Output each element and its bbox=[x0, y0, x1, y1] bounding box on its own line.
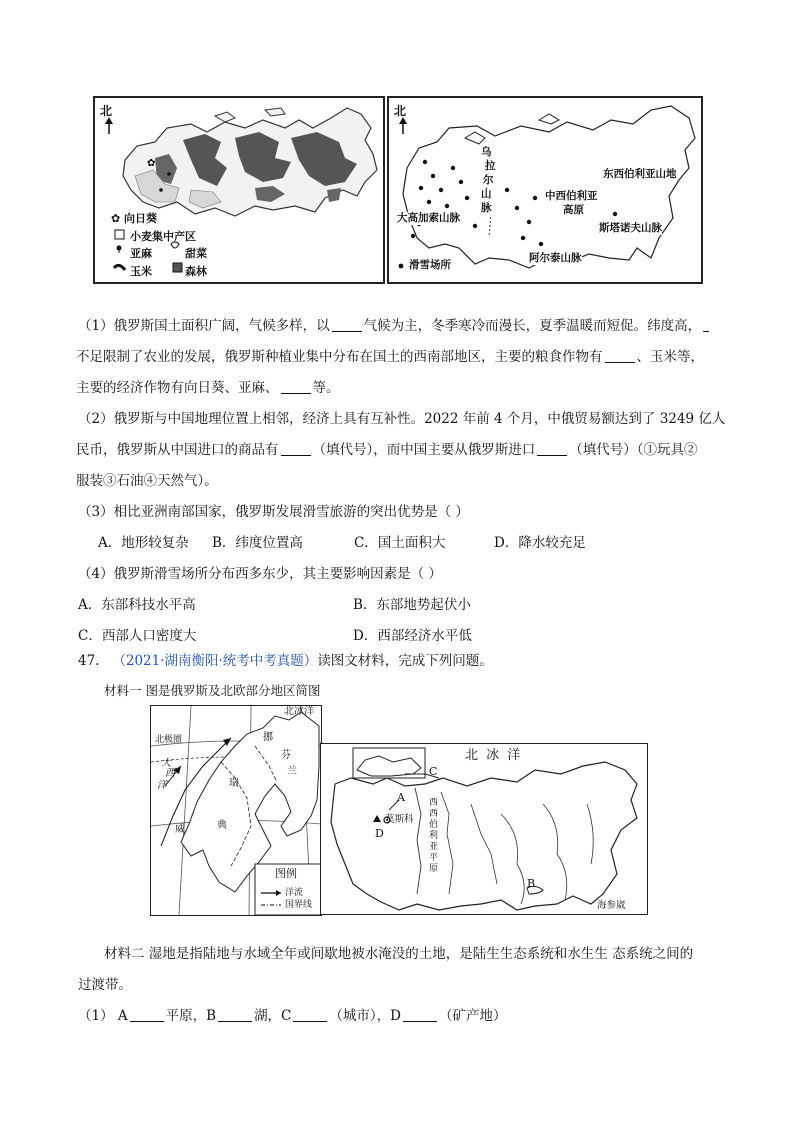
answer-blank-d[interactable] bbox=[403, 1007, 437, 1022]
q47-part1 bbox=[78, 1006, 506, 1026]
q46-p1-text-a: （1）俄罗斯国土面积广阔，气候多样，以 bbox=[78, 318, 330, 334]
russia-nordic-map bbox=[150, 705, 650, 918]
point-a-label: A bbox=[397, 791, 405, 804]
q46-part4-stem: （4）俄罗斯滑雪场所分布西多东少，其主要影响因素是（ ） bbox=[78, 566, 442, 582]
point-d-label: D bbox=[375, 827, 384, 840]
legend-beet: 甜菜 bbox=[185, 247, 207, 260]
answer-blank[interactable] bbox=[281, 441, 311, 456]
answer-blank[interactable] bbox=[537, 441, 567, 456]
agriculture-map bbox=[93, 96, 385, 284]
legend-border-label: 国界线 bbox=[285, 900, 313, 910]
q46-p4-option-d[interactable]: D．西部经济水平低 bbox=[353, 628, 472, 644]
russia-main-map bbox=[320, 743, 648, 915]
north-label: 北 bbox=[394, 104, 407, 118]
sweden-label-1: 瑞 bbox=[229, 778, 239, 789]
legend-sunflower: ✿ 向日葵 bbox=[111, 212, 158, 225]
finland-label-1: 芬 bbox=[281, 750, 291, 761]
answer-blank-a[interactable] bbox=[130, 1007, 164, 1022]
q46-p2-text-b: 民币，俄罗斯从中国进口的商品有 bbox=[76, 442, 279, 458]
ural-label-4: 山 bbox=[481, 188, 492, 200]
finland-label-2: 兰 bbox=[287, 766, 297, 777]
legend-sunflower-label: 向日葵 bbox=[124, 212, 158, 225]
norway-label-2: 威 bbox=[175, 824, 185, 835]
q46-p3-option-c[interactable]: C．国土面积大 bbox=[354, 535, 446, 551]
legend-forest: 森林 bbox=[185, 265, 207, 278]
legend-title: 图例 bbox=[275, 867, 297, 880]
arctic-circle-label: 北极圈 bbox=[155, 735, 183, 745]
answer-blank[interactable] bbox=[703, 317, 709, 332]
north-label: 北 bbox=[100, 104, 113, 118]
arctic-ocean-small-label: 北冰洋 bbox=[284, 706, 314, 717]
legend-corn: 玉米 bbox=[130, 265, 152, 278]
point-b-label: B bbox=[527, 877, 536, 890]
ural-label-3: 尔 bbox=[483, 174, 494, 186]
q46-p3-option-d[interactable]: D．降水较充足 bbox=[494, 535, 586, 551]
russia-map-graphic bbox=[321, 744, 647, 914]
ural-label-5: 脉 bbox=[481, 202, 492, 214]
q46-p3-option-b[interactable]: B．纬度位置高 bbox=[212, 535, 303, 551]
q46-p1-text-e: 主要的经济作物有向日葵、亚麻、 bbox=[76, 380, 279, 396]
q46-part2-line3: 服装③石油④天然气）。 bbox=[76, 473, 218, 489]
answer-blank[interactable] bbox=[281, 379, 311, 394]
q46-p2-text-c: （填代号），而中国主要从俄罗斯进口 bbox=[312, 442, 536, 458]
q46-p1-text-d: 、玉米等， bbox=[636, 349, 704, 365]
q47-p1-text-a: （1） A bbox=[78, 1008, 128, 1024]
material-one-caption: 材料一 图是俄罗斯及北欧部分地区简图 bbox=[104, 683, 321, 698]
q47-p1-text-e: （矿产地） bbox=[438, 1008, 507, 1024]
west-siberian-char: 西 bbox=[429, 809, 439, 819]
central-siberian-label-1: 中西伯利亚 bbox=[545, 190, 598, 202]
arctic-ocean-label: 北 冰 洋 bbox=[465, 748, 523, 763]
west-siberian-char: 平 bbox=[429, 853, 439, 863]
question-source-link[interactable]: （2021·湖南衡阳·统考中考真题） bbox=[112, 653, 318, 669]
norway-label-1: 挪 bbox=[263, 732, 273, 743]
answer-blank-b[interactable] bbox=[218, 1007, 252, 1022]
west-siberian-char: 原 bbox=[429, 864, 439, 874]
q47-header bbox=[78, 651, 493, 671]
altai-label: 阿尔泰山脉 bbox=[529, 252, 582, 264]
q47-p1-text-b: 平原，B bbox=[165, 1008, 217, 1024]
west-siberian-char: 西 bbox=[429, 798, 439, 808]
q46-p1-text-c: 不足限制了农业的发展，俄罗斯种植业集中分布在国土的西南部地区，主要的粮食作物有 bbox=[76, 349, 603, 365]
q46-part3-stem: （3）相比亚洲南部国家，俄罗斯发展滑雪旅游的突出优势是（ ） bbox=[78, 504, 469, 520]
point-c-label: C bbox=[429, 765, 438, 778]
sweden-label-2: 典 bbox=[217, 820, 227, 831]
question-number: 47. bbox=[78, 653, 100, 669]
q46-p1-text-b: 气候为主，冬季寒冷而漫长，夏季温暖而短促。纬度高， bbox=[363, 318, 702, 334]
west-siberian-plain-label bbox=[429, 798, 439, 875]
material-two-line2: 过渡带。 bbox=[78, 977, 132, 993]
stanovoy-label: 斯塔诺夫山脉 bbox=[599, 222, 662, 234]
q46-p3-option-a[interactable]: A．地形较复杂 bbox=[98, 535, 189, 551]
west-siberian-char: 亚 bbox=[429, 842, 439, 852]
answer-blank-c[interactable] bbox=[293, 1007, 327, 1022]
q46-p1-text-f: 等。 bbox=[312, 380, 340, 396]
q46-p4-option-b[interactable]: B．东部地势起伏小 bbox=[353, 597, 471, 613]
svg-text:✿: ✿ bbox=[147, 158, 156, 169]
q46-part1-line2 bbox=[76, 347, 704, 367]
q46-part2-line1: （2）俄罗斯与中国地理位置上相邻，经济上具有互补性。2022 年前 4 个月，中俄贸易额达到了 3249 亿人 bbox=[78, 411, 726, 427]
west-siberian-char: 利 bbox=[429, 831, 439, 841]
atlantic-label-1: 大 bbox=[161, 758, 171, 769]
q47-p1-text-c: 湖，C bbox=[254, 1008, 292, 1024]
vladivostok-label: 海参崴 bbox=[597, 900, 626, 911]
greater-caucasus-label: 大高加索山脉 bbox=[397, 212, 460, 224]
answer-blank[interactable] bbox=[332, 317, 362, 332]
q46-p4-option-a[interactable]: A．东部科技水平高 bbox=[78, 597, 196, 613]
legend-flax: 亚麻 bbox=[130, 247, 152, 260]
q46-p4-option-c[interactable]: C．西部人口密度大 bbox=[78, 628, 197, 644]
central-siberian-label-2: 高原 bbox=[563, 204, 584, 216]
atlantic-label-2: 西 bbox=[165, 768, 175, 779]
legend-current-label: 洋流 bbox=[285, 888, 304, 898]
answer-blank[interactable] bbox=[605, 348, 635, 363]
q46-part1-line1 bbox=[78, 316, 711, 336]
ural-label-2: 拉 bbox=[485, 160, 496, 172]
terrain-map bbox=[387, 96, 703, 284]
ski-legend-label: 滑雪场所 bbox=[409, 259, 451, 271]
legend-wheat: 小麦集中产区 bbox=[130, 230, 196, 243]
atlantic-label-3: 洋 bbox=[157, 780, 167, 791]
ural-label-1: 乌 bbox=[481, 146, 492, 158]
material-two-line1: 材料二 湿地是指陆地与水域全年或间歇地被水淹没的土地，是陆生生态系统和水生生 态系统之间的 bbox=[104, 946, 694, 962]
nordic-inset-map bbox=[150, 705, 322, 916]
q46-p2-text-d: （填代号）（①玩具② bbox=[569, 442, 698, 458]
question-stem: 读图文材料，完成下列问题。 bbox=[317, 653, 493, 669]
q46-part2-line2 bbox=[76, 440, 698, 460]
east-siberian-label: 东西伯利亚山地 bbox=[603, 168, 677, 180]
moscow-label: 莫斯科 bbox=[385, 814, 414, 825]
q46-part1-line3 bbox=[76, 378, 340, 398]
q47-p1-text-d: （城市），D bbox=[329, 1008, 401, 1024]
west-siberian-char: 伯 bbox=[429, 820, 439, 830]
